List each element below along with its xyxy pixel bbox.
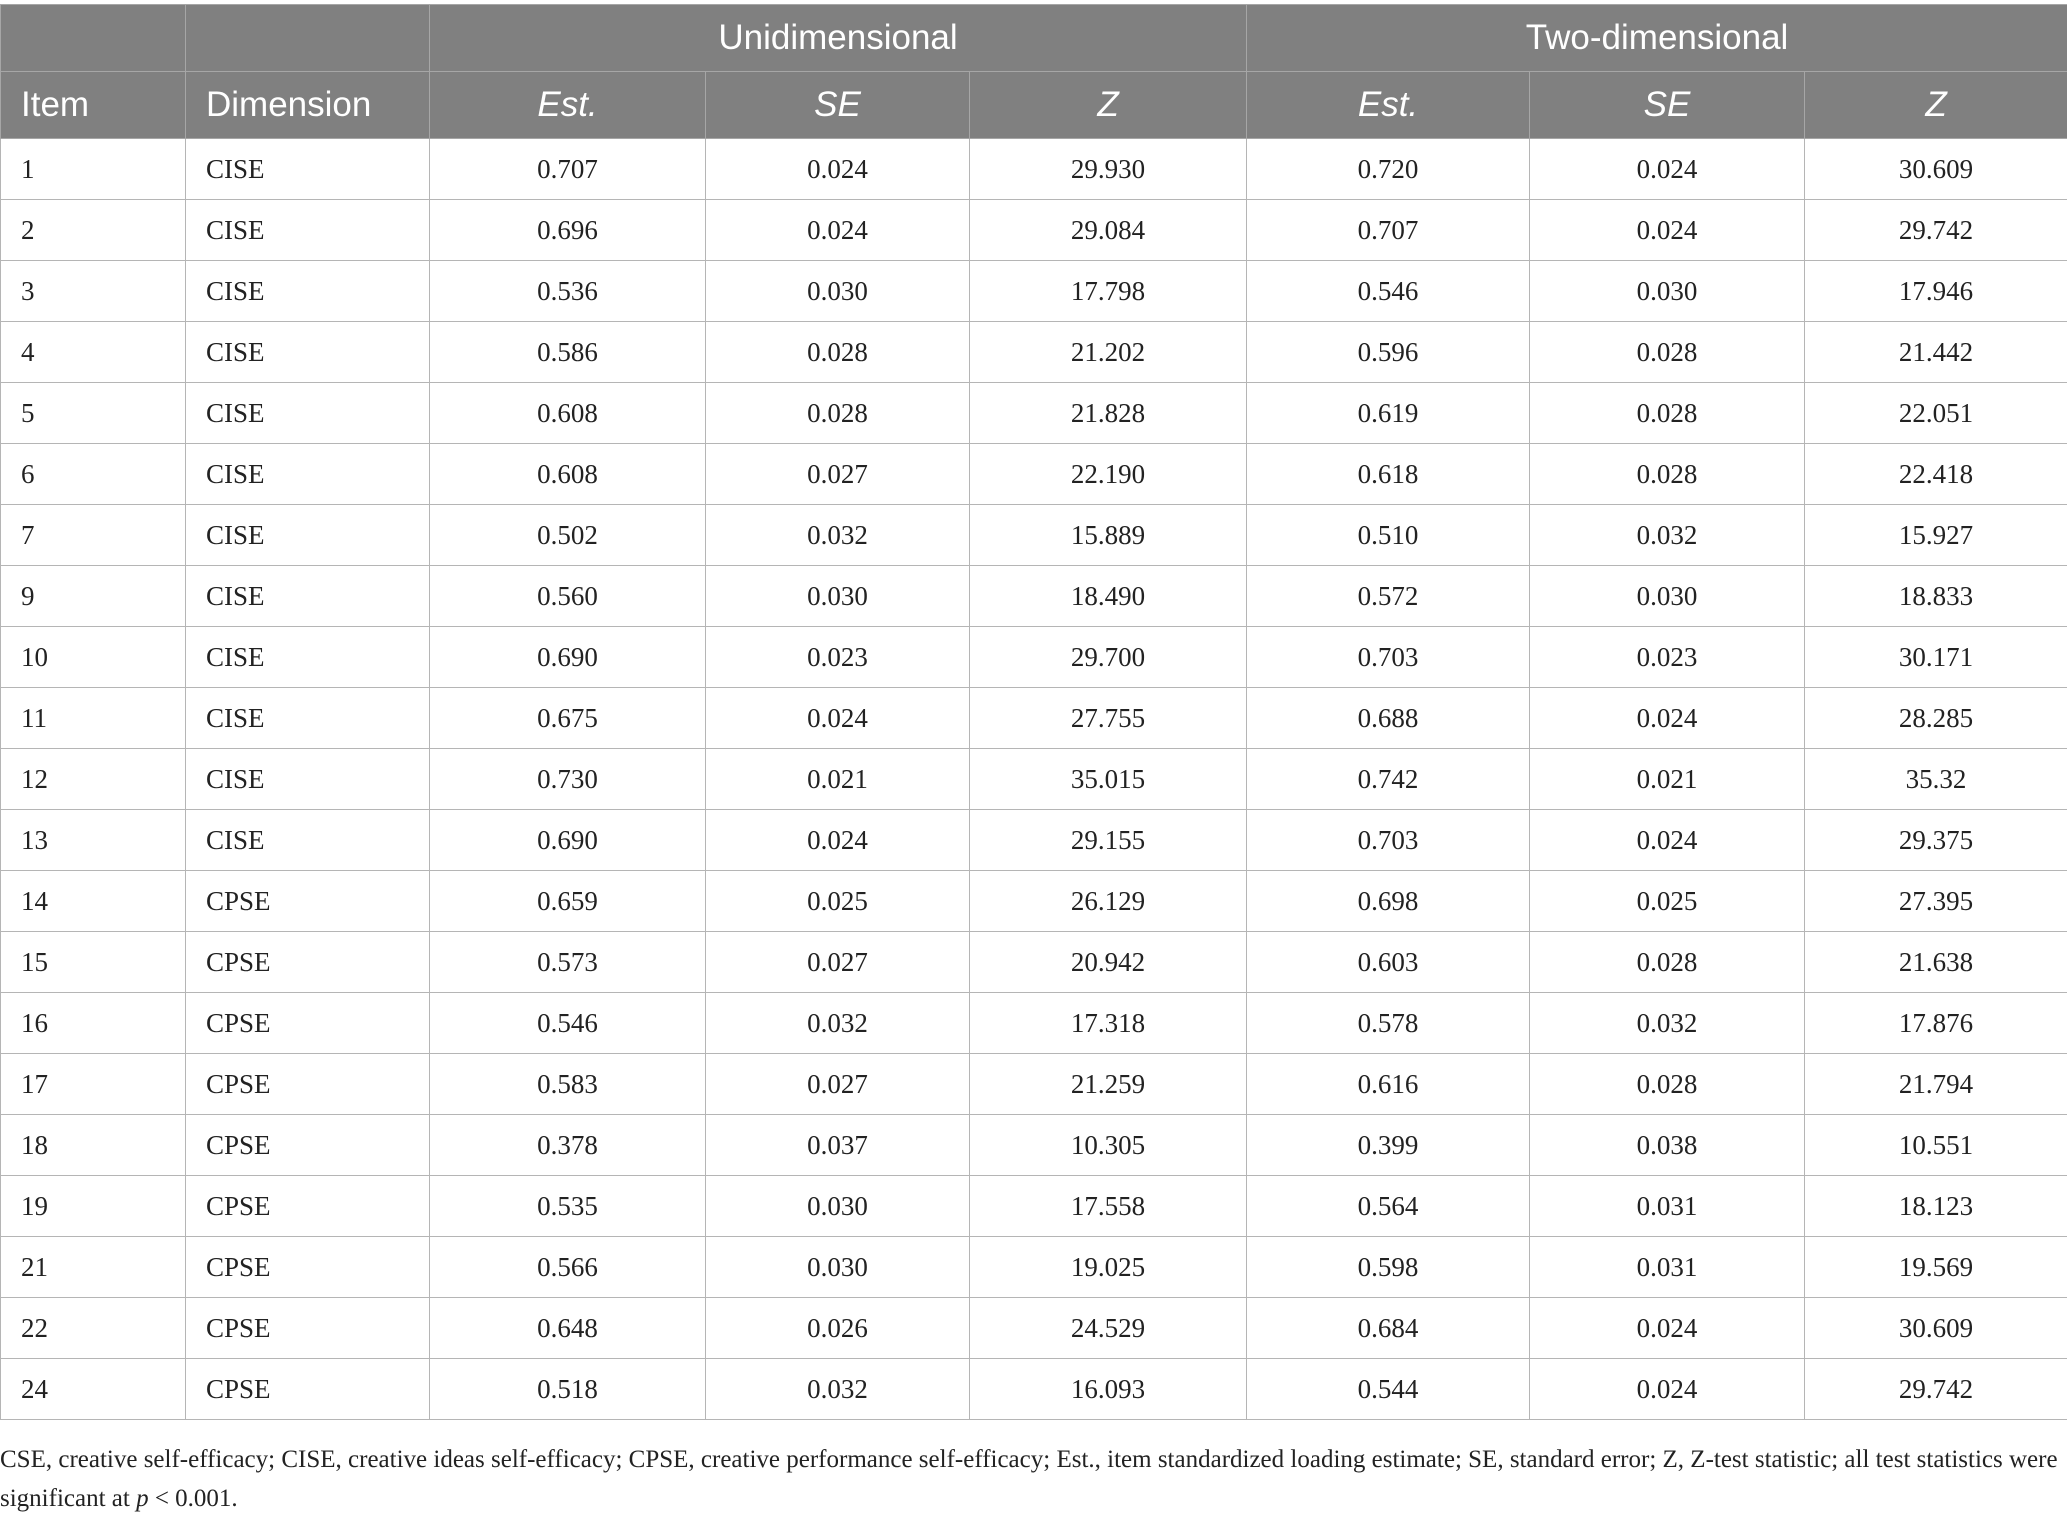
header-two-dimensional: Two-dimensional xyxy=(1247,5,2067,72)
cell-item: 19 xyxy=(1,1176,186,1237)
table-row xyxy=(1,1237,2067,1298)
cell-two-se: 0.032 xyxy=(1530,505,1805,566)
cell-two-se: 0.021 xyxy=(1530,749,1805,810)
cell-two-z: 10.551 xyxy=(1805,1115,2067,1176)
cell-uni-est: 0.690 xyxy=(430,627,706,688)
cell-uni-se: 0.024 xyxy=(706,810,970,871)
cell-two-se: 0.028 xyxy=(1530,322,1805,383)
cell-uni-se: 0.027 xyxy=(706,1054,970,1115)
cell-two-est: 0.703 xyxy=(1247,627,1530,688)
cell-dimension: CISE xyxy=(186,749,430,810)
cell-two-est: 0.546 xyxy=(1247,261,1530,322)
cell-two-z: 30.171 xyxy=(1805,627,2067,688)
cell-dimension: CPSE xyxy=(186,871,430,932)
cell-two-est: 0.603 xyxy=(1247,932,1530,993)
table-row xyxy=(1,200,2067,261)
cell-two-se: 0.028 xyxy=(1530,444,1805,505)
cell-two-z: 17.876 xyxy=(1805,993,2067,1054)
cell-dimension: CPSE xyxy=(186,1054,430,1115)
cell-uni-est: 0.707 xyxy=(430,139,706,200)
cell-dimension: CISE xyxy=(186,627,430,688)
table-row xyxy=(1,139,2067,200)
cell-two-se: 0.028 xyxy=(1530,932,1805,993)
table-row xyxy=(1,688,2067,749)
cell-uni-z: 29.700 xyxy=(970,627,1247,688)
cell-uni-z: 20.942 xyxy=(970,932,1247,993)
cell-uni-est: 0.675 xyxy=(430,688,706,749)
cell-two-se: 0.030 xyxy=(1530,261,1805,322)
cell-uni-est: 0.560 xyxy=(430,566,706,627)
table-row xyxy=(1,322,2067,383)
cell-uni-se: 0.032 xyxy=(706,993,970,1054)
cell-uni-z: 26.129 xyxy=(970,871,1247,932)
cell-uni-z: 27.755 xyxy=(970,688,1247,749)
cell-item: 3 xyxy=(1,261,186,322)
cell-dimension: CISE xyxy=(186,505,430,566)
cell-item: 13 xyxy=(1,810,186,871)
cell-two-se: 0.024 xyxy=(1530,688,1805,749)
cell-two-z: 15.927 xyxy=(1805,505,2067,566)
table-row xyxy=(1,1054,2067,1115)
cell-two-z: 18.123 xyxy=(1805,1176,2067,1237)
cell-dimension: CISE xyxy=(186,322,430,383)
cell-item: 16 xyxy=(1,993,186,1054)
cell-two-se: 0.024 xyxy=(1530,1298,1805,1359)
header-two-est: Est. xyxy=(1247,72,1530,139)
cell-dimension: CPSE xyxy=(186,1176,430,1237)
cell-two-est: 0.596 xyxy=(1247,322,1530,383)
cell-item: 2 xyxy=(1,200,186,261)
cell-dimension: CPSE xyxy=(186,1298,430,1359)
cell-two-z: 21.442 xyxy=(1805,322,2067,383)
cell-item: 17 xyxy=(1,1054,186,1115)
cell-two-z: 22.418 xyxy=(1805,444,2067,505)
loadings-table xyxy=(0,4,2067,1420)
cell-two-est: 0.703 xyxy=(1247,810,1530,871)
header-unidimensional: Unidimensional xyxy=(430,5,1247,72)
cell-two-z: 35.32 xyxy=(1805,749,2067,810)
table-row xyxy=(1,810,2067,871)
cell-two-se: 0.038 xyxy=(1530,1115,1805,1176)
cell-uni-se: 0.028 xyxy=(706,383,970,444)
cell-two-z: 22.051 xyxy=(1805,383,2067,444)
cell-two-se: 0.024 xyxy=(1530,139,1805,200)
cell-two-z: 29.742 xyxy=(1805,1359,2067,1420)
table-row xyxy=(1,871,2067,932)
cell-uni-se: 0.032 xyxy=(706,505,970,566)
cell-uni-se: 0.024 xyxy=(706,688,970,749)
table-row xyxy=(1,1298,2067,1359)
cell-uni-est: 0.536 xyxy=(430,261,706,322)
header-column-row xyxy=(1,72,2067,139)
cell-two-z: 29.742 xyxy=(1805,200,2067,261)
cell-item: 9 xyxy=(1,566,186,627)
cell-uni-se: 0.030 xyxy=(706,566,970,627)
cell-uni-est: 0.573 xyxy=(430,932,706,993)
cell-uni-z: 21.828 xyxy=(970,383,1247,444)
table-row xyxy=(1,261,2067,322)
cell-uni-z: 19.025 xyxy=(970,1237,1247,1298)
cell-two-est: 0.616 xyxy=(1247,1054,1530,1115)
cell-uni-se: 0.024 xyxy=(706,200,970,261)
cell-dimension: CPSE xyxy=(186,1237,430,1298)
cell-dimension: CISE xyxy=(186,139,430,200)
header-uni-se: SE xyxy=(706,72,970,139)
cell-uni-est: 0.696 xyxy=(430,200,706,261)
cell-uni-se: 0.025 xyxy=(706,871,970,932)
cell-two-est: 0.707 xyxy=(1247,200,1530,261)
cell-uni-est: 0.730 xyxy=(430,749,706,810)
cell-uni-z: 21.202 xyxy=(970,322,1247,383)
cell-two-z: 21.638 xyxy=(1805,932,2067,993)
cell-two-est: 0.618 xyxy=(1247,444,1530,505)
cell-item: 5 xyxy=(1,383,186,444)
cell-two-se: 0.030 xyxy=(1530,566,1805,627)
header-two-se: SE xyxy=(1530,72,1805,139)
cell-two-se: 0.025 xyxy=(1530,871,1805,932)
cell-uni-z: 29.930 xyxy=(970,139,1247,200)
cell-uni-z: 17.318 xyxy=(970,993,1247,1054)
cell-two-est: 0.572 xyxy=(1247,566,1530,627)
cell-uni-se: 0.027 xyxy=(706,932,970,993)
cell-item: 14 xyxy=(1,871,186,932)
cell-uni-se: 0.028 xyxy=(706,322,970,383)
cell-two-est: 0.399 xyxy=(1247,1115,1530,1176)
header-blank-dimension xyxy=(186,5,430,72)
cell-two-se: 0.028 xyxy=(1530,1054,1805,1115)
cell-uni-se: 0.030 xyxy=(706,1176,970,1237)
cell-item: 6 xyxy=(1,444,186,505)
cell-two-z: 18.833 xyxy=(1805,566,2067,627)
footnote-threshold: < 0.001. xyxy=(154,1485,238,1512)
cell-uni-se: 0.027 xyxy=(706,444,970,505)
table-row xyxy=(1,383,2067,444)
cell-two-est: 0.720 xyxy=(1247,139,1530,200)
cell-uni-se: 0.026 xyxy=(706,1298,970,1359)
cell-uni-est: 0.566 xyxy=(430,1237,706,1298)
cell-dimension: CPSE xyxy=(186,1359,430,1420)
cell-item: 10 xyxy=(1,627,186,688)
cell-uni-z: 29.084 xyxy=(970,200,1247,261)
cell-uni-est: 0.518 xyxy=(430,1359,706,1420)
cell-dimension: CISE xyxy=(186,261,430,322)
header-group-row xyxy=(1,5,2067,72)
cell-dimension: CISE xyxy=(186,200,430,261)
cell-two-est: 0.619 xyxy=(1247,383,1530,444)
cell-two-est: 0.688 xyxy=(1247,688,1530,749)
cell-uni-se: 0.021 xyxy=(706,749,970,810)
footnote-text: CSE, creative self-efficacy; CISE, creative ideas self-efficacy; CPSE, creative performance self-efficacy; Est., item standardized loading estimate; SE, standard error; Z, Z-test statistic; all test statistics were significant at xyxy=(0,1446,2058,1512)
cell-uni-z: 15.889 xyxy=(970,505,1247,566)
cell-dimension: CISE xyxy=(186,688,430,749)
cell-uni-z: 22.190 xyxy=(970,444,1247,505)
table-row xyxy=(1,932,2067,993)
cell-uni-z: 35.015 xyxy=(970,749,1247,810)
cell-two-est: 0.564 xyxy=(1247,1176,1530,1237)
cell-dimension: CISE xyxy=(186,444,430,505)
header-blank-item xyxy=(1,5,186,72)
cell-two-est: 0.510 xyxy=(1247,505,1530,566)
cell-uni-z: 29.155 xyxy=(970,810,1247,871)
cell-uni-se: 0.023 xyxy=(706,627,970,688)
cell-dimension: CPSE xyxy=(186,932,430,993)
cell-two-est: 0.598 xyxy=(1247,1237,1530,1298)
cell-item: 22 xyxy=(1,1298,186,1359)
cell-dimension: CPSE xyxy=(186,993,430,1054)
cell-uni-se: 0.024 xyxy=(706,139,970,200)
cell-two-z: 30.609 xyxy=(1805,1298,2067,1359)
table-row xyxy=(1,993,2067,1054)
cell-two-z: 29.375 xyxy=(1805,810,2067,871)
cell-uni-est: 0.659 xyxy=(430,871,706,932)
header-dimension: Dimension xyxy=(186,72,430,139)
cell-item: 15 xyxy=(1,932,186,993)
cell-uni-z: 17.798 xyxy=(970,261,1247,322)
cell-uni-est: 0.546 xyxy=(430,993,706,1054)
cell-item: 12 xyxy=(1,749,186,810)
cell-uni-est: 0.535 xyxy=(430,1176,706,1237)
header-uni-est: Est. xyxy=(430,72,706,139)
cell-two-se: 0.032 xyxy=(1530,993,1805,1054)
cell-uni-est: 0.690 xyxy=(430,810,706,871)
cell-uni-z: 16.093 xyxy=(970,1359,1247,1420)
cell-two-se: 0.024 xyxy=(1530,810,1805,871)
cell-two-z: 30.609 xyxy=(1805,139,2067,200)
cell-uni-z: 10.305 xyxy=(970,1115,1247,1176)
table-row xyxy=(1,566,2067,627)
cell-item: 7 xyxy=(1,505,186,566)
table-row xyxy=(1,505,2067,566)
cell-two-z: 28.285 xyxy=(1805,688,2067,749)
cell-item: 11 xyxy=(1,688,186,749)
cell-uni-est: 0.586 xyxy=(430,322,706,383)
cell-two-z: 27.395 xyxy=(1805,871,2067,932)
cell-item: 21 xyxy=(1,1237,186,1298)
table-container xyxy=(0,4,2067,1420)
cell-two-z: 19.569 xyxy=(1805,1237,2067,1298)
cell-two-est: 0.698 xyxy=(1247,871,1530,932)
header-item: Item xyxy=(1,72,186,139)
cell-two-est: 0.684 xyxy=(1247,1298,1530,1359)
header-uni-z: Z xyxy=(970,72,1247,139)
cell-two-se: 0.024 xyxy=(1530,1359,1805,1420)
cell-uni-se: 0.030 xyxy=(706,261,970,322)
cell-uni-z: 17.558 xyxy=(970,1176,1247,1237)
cell-two-est: 0.742 xyxy=(1247,749,1530,810)
cell-uni-est: 0.378 xyxy=(430,1115,706,1176)
cell-uni-z: 18.490 xyxy=(970,566,1247,627)
cell-item: 24 xyxy=(1,1359,186,1420)
cell-uni-est: 0.648 xyxy=(430,1298,706,1359)
cell-uni-est: 0.608 xyxy=(430,383,706,444)
cell-item: 1 xyxy=(1,139,186,200)
table-body xyxy=(1,139,2067,1420)
cell-dimension: CPSE xyxy=(186,1115,430,1176)
table-footnote xyxy=(0,1440,2060,1518)
table-row xyxy=(1,627,2067,688)
cell-two-est: 0.578 xyxy=(1247,993,1530,1054)
cell-two-est: 0.544 xyxy=(1247,1359,1530,1420)
cell-dimension: CISE xyxy=(186,810,430,871)
cell-dimension: CISE xyxy=(186,383,430,444)
header-two-z: Z xyxy=(1805,72,2067,139)
cell-uni-se: 0.032 xyxy=(706,1359,970,1420)
cell-two-z: 17.946 xyxy=(1805,261,2067,322)
cell-two-se: 0.031 xyxy=(1530,1237,1805,1298)
cell-uni-est: 0.502 xyxy=(430,505,706,566)
cell-uni-z: 24.529 xyxy=(970,1298,1247,1359)
cell-two-se: 0.023 xyxy=(1530,627,1805,688)
cell-item: 18 xyxy=(1,1115,186,1176)
table-row xyxy=(1,444,2067,505)
table-row xyxy=(1,749,2067,810)
cell-two-se: 0.031 xyxy=(1530,1176,1805,1237)
cell-dimension: CISE xyxy=(186,566,430,627)
cell-item: 4 xyxy=(1,322,186,383)
table-row xyxy=(1,1176,2067,1237)
cell-uni-se: 0.037 xyxy=(706,1115,970,1176)
cell-uni-z: 21.259 xyxy=(970,1054,1247,1115)
cell-two-se: 0.024 xyxy=(1530,200,1805,261)
cell-uni-est: 0.583 xyxy=(430,1054,706,1115)
table-row xyxy=(1,1115,2067,1176)
cell-uni-est: 0.608 xyxy=(430,444,706,505)
cell-two-se: 0.028 xyxy=(1530,383,1805,444)
cell-uni-se: 0.030 xyxy=(706,1237,970,1298)
footnote-p-symbol: p xyxy=(136,1485,149,1512)
table-row xyxy=(1,1359,2067,1420)
cell-two-z: 21.794 xyxy=(1805,1054,2067,1115)
